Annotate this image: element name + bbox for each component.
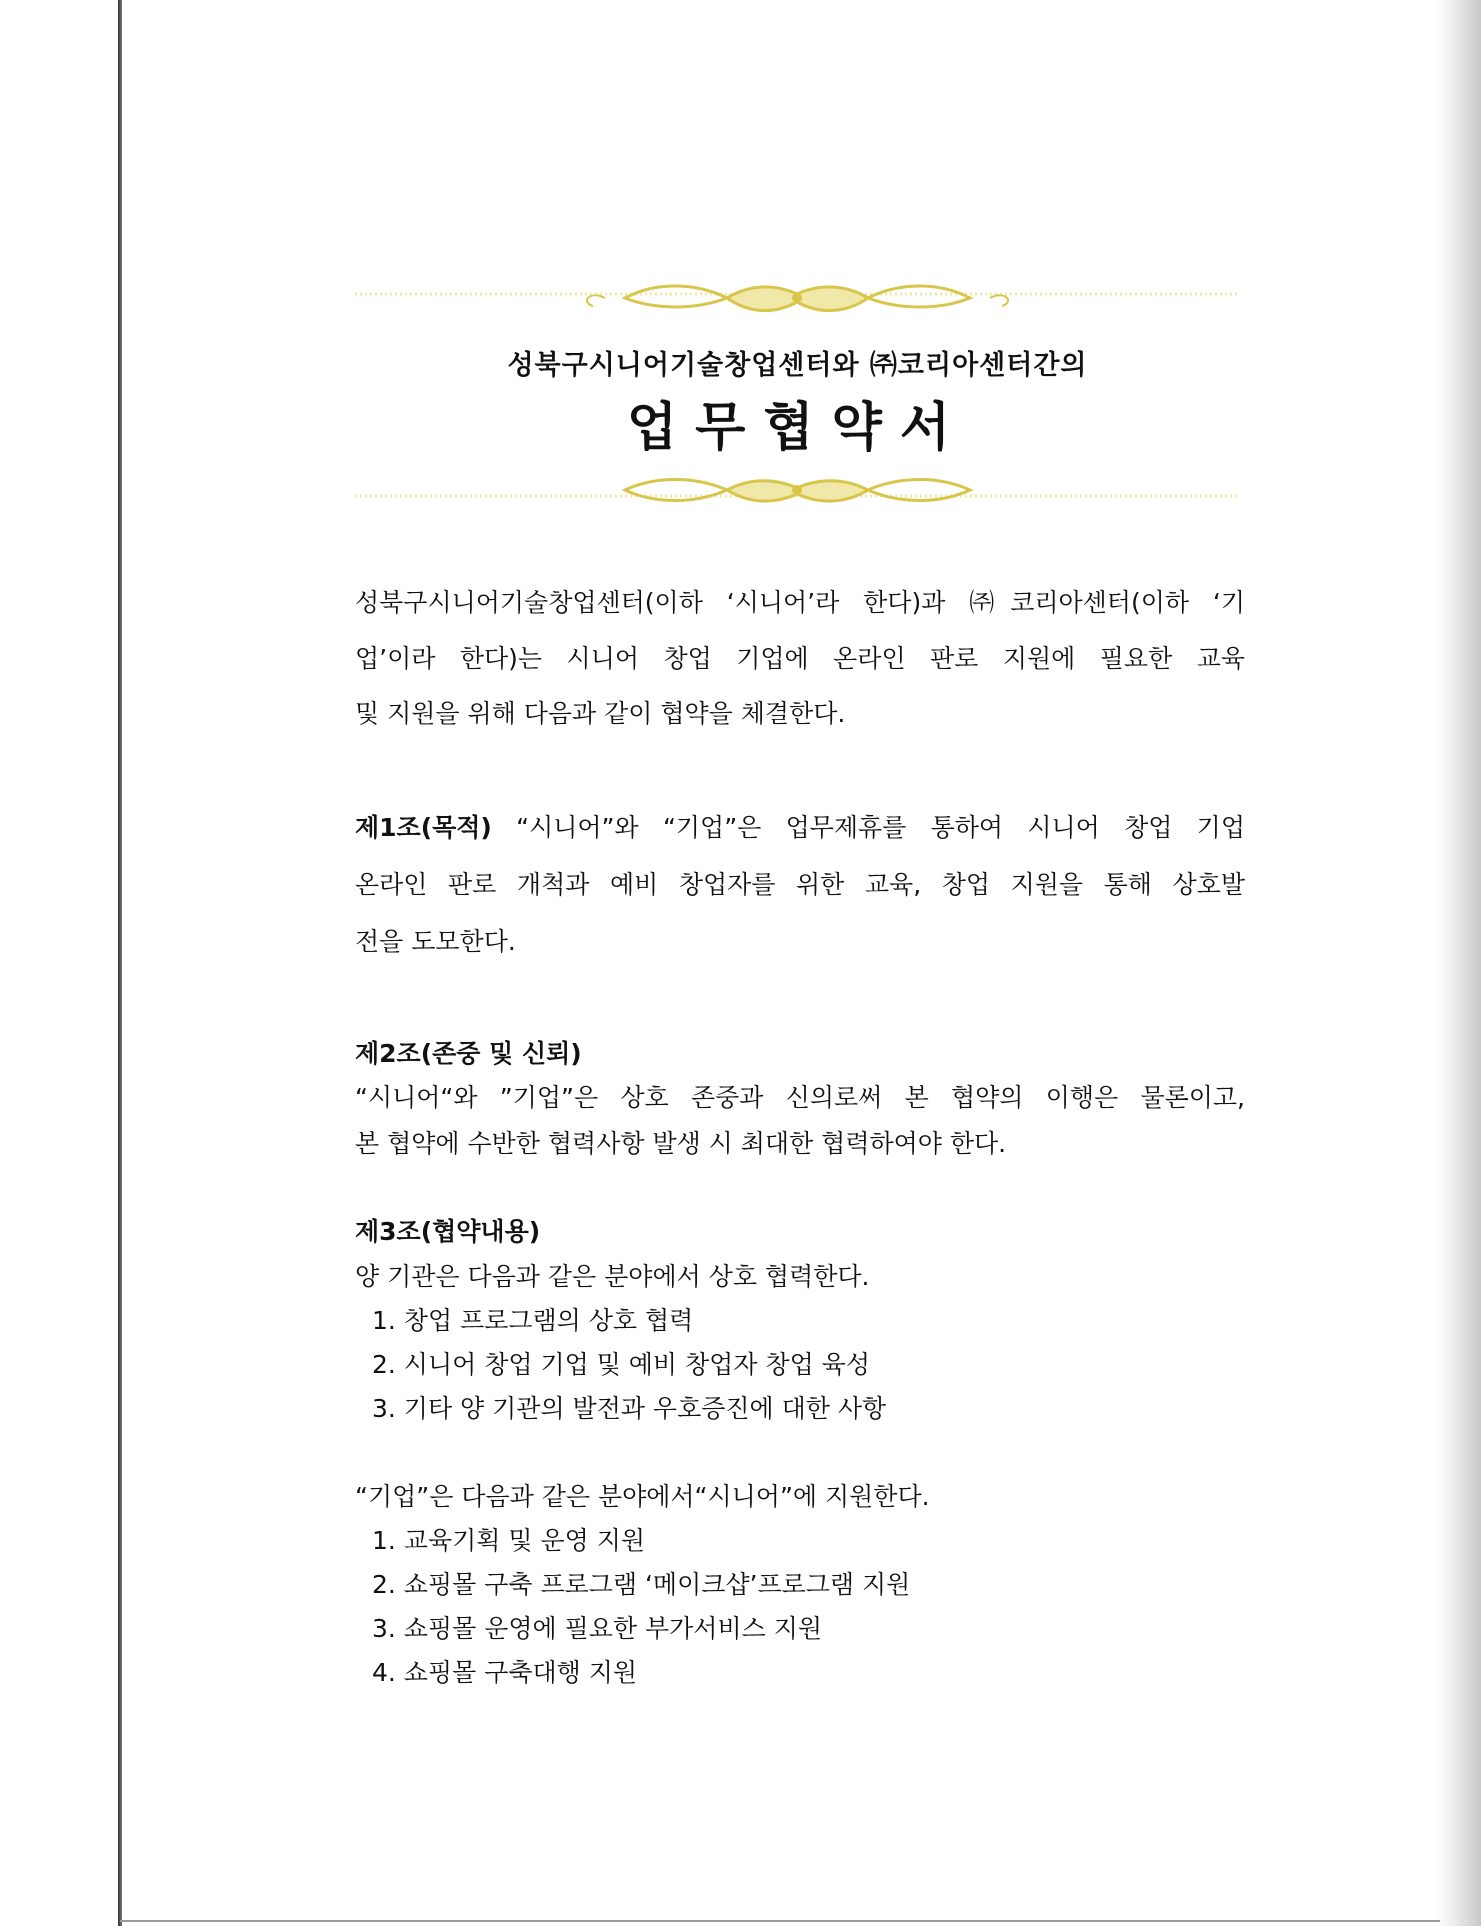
page-bottom-edge [120,1920,1440,1922]
page-right-shadow [1436,0,1481,1926]
intro-line-1: 성북구시니어기술창업센터(이하 ‘시니어’라 한다)과 ㈜코리아센터(이하 ‘기 [355,588,1245,617]
company-support-intro: “기업”은 다음과 같은 분야에서“시니어”에 지원한다. [355,1482,930,1511]
article2-line-1: “시니어“와 ”기업”은 상호 존중과 신의로써 본 협약의 이행은 물론이고, [355,1083,1245,1112]
article3-intro: 양 기관은 다음과 같은 분야에서 상호 협력한다. [355,1262,870,1291]
article3-item-3: 3. 기타 양 기관의 발전과 우호증진에 대한 사항 [372,1394,887,1423]
article3-item-2: 2. 시니어 창업 기업 및 예비 창업자 창업 육성 [372,1350,870,1379]
document-title: 업무협약서 [626,397,969,458]
article3-item-1: 1. 창업 프로그램의 상호 협력 [372,1306,694,1335]
intro-line-2: 업’이라 한다)는 시니어 창업 기업에 온라인 판로 지원에 필요한 교육 [355,644,1245,673]
article1-line-1-text: “시니어”와 “기업”은 업무제휴를 통하여 시니어 창업 기업 [491,813,1245,842]
article2-heading: 제2조(존중 및 신뢰) [355,1039,582,1068]
company-support-item-1: 1. 교육기획 및 운영 지원 [372,1526,645,1555]
article1-line-2: 온라인 판로 개척과 예비 창업자를 위한 교육, 창업 지원을 통해 상호발 [355,870,1245,899]
company-support-item-3: 3. 쇼핑몰 운영에 필요한 부가서비스 지원 [372,1614,822,1643]
article2-line-2: 본 협약에 수반한 협력사항 발생 시 최대한 협력하여야 한다. [355,1129,1007,1158]
company-support-item-2: 2. 쇼핑몰 구축 프로그램 ‘메이크샵’프로그램 지원 [372,1570,911,1599]
page-left-edge [118,0,122,1926]
ornament-top-flourish [355,280,1240,320]
article1-heading: 제1조(목적) [355,813,492,842]
intro-line-3: 및 지원을 위해 다음과 같이 협약을 체결한다. [355,699,846,728]
ornament-bottom-flourish [355,470,1240,510]
company-support-item-4: 4. 쇼핑몰 구축대행 지원 [372,1658,638,1687]
article1-line-1 [355,813,1245,843]
document-subtitle: 성북구시니어기술창업센터와 ㈜코리아센터간의 [507,350,1088,381]
article3-heading: 제3조(협약내용) [355,1217,541,1246]
article1-line-3: 전을 도모한다. [355,927,516,956]
